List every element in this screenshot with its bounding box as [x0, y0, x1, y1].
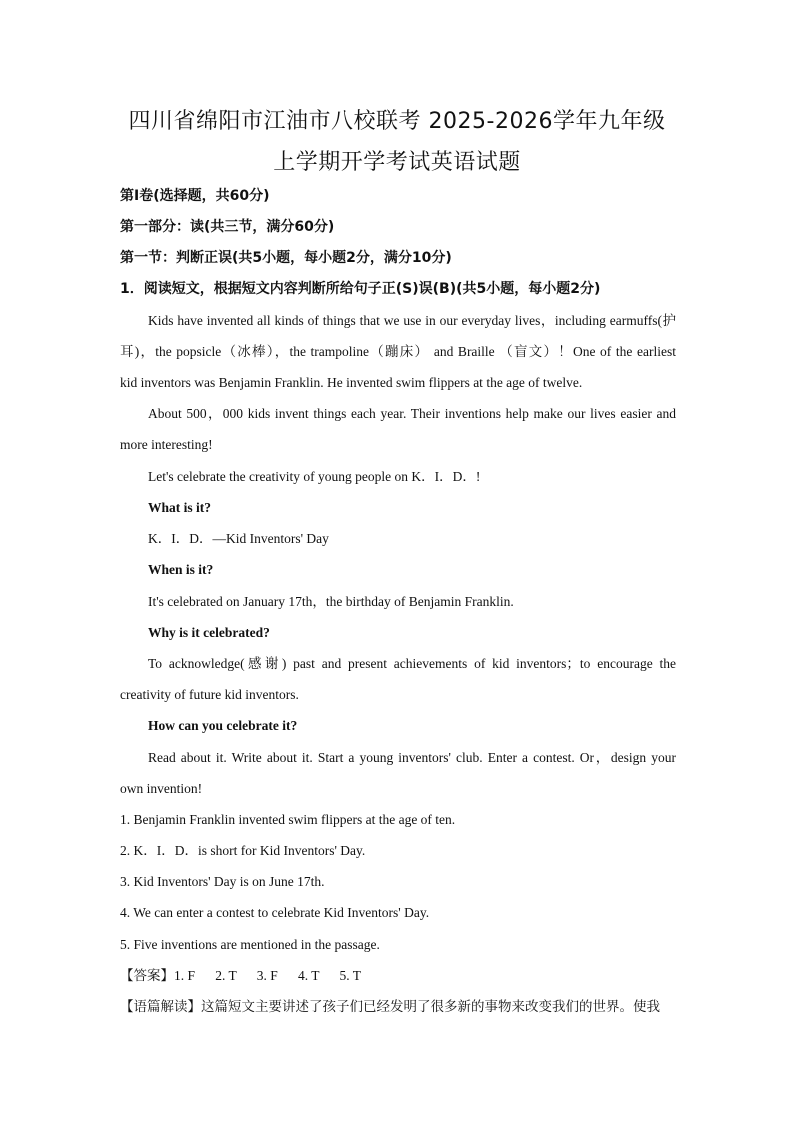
- statement-2: 2. K．I．D．is short for Kid Inventors' Day.: [120, 843, 366, 858]
- passage-analysis: 【语篇解读】这篇短文主要讲述了孩子们已经发明了很多新的事物来改变我们的世界。使我: [120, 999, 660, 1014]
- statement-3: 3. Kid Inventors' Day is on June 17th.: [120, 874, 325, 889]
- passage-p1-line3: kid inventors was Benjamin Franklin. He invented swim flippers at the age of twelve.: [120, 375, 583, 390]
- passage-answer-how-line1: Read about it. Write about it. Start a young inventors' club. Enter a contest. Or，design your: [148, 750, 676, 765]
- passage-answer-what: K．I．D．—Kid Inventors' Day: [148, 531, 329, 546]
- passage-heading-when: When is it?: [148, 562, 214, 577]
- passage-p1-line2: 耳)，the popsicle（冰棒），the trampoline（蹦床） and Braille （盲文）！One of the earliest: [120, 344, 676, 359]
- passage-answer-how-line2: own invention!: [120, 781, 203, 796]
- question-instruction: 1．阅读短文，根据短文内容判断所给句子正(S)误(B)(共5小题，每小题2分): [120, 281, 601, 297]
- answer-key: 【答案】1. F 2. T 3. F 4. T 5. T: [120, 968, 362, 983]
- statement-1: 1. Benjamin Franklin invented swim flippers at the age of ten.: [120, 812, 456, 827]
- section-heading: 第一节：判断正误(共5小题，每小题2分，满分10分): [120, 250, 452, 266]
- part-heading: 第Ⅰ卷(选择题，共60分): [120, 188, 270, 204]
- passage-p2-line1: About 500，000 kids invent things each year. Their inventions help make our lives easier and: [148, 406, 676, 421]
- title-line-2: 上学期开学考试英语试题: [273, 150, 521, 175]
- passage-answer-when: It's celebrated on January 17th，the birthday of Benjamin Franklin.: [148, 594, 514, 609]
- passage-answer-why-line2: creativity of future kid inventors.: [120, 687, 299, 702]
- statement-4: 4. We can enter a contest to celebrate Kid Inventors' Day.: [120, 905, 430, 920]
- statement-5: 5. Five inventions are mentioned in the passage.: [120, 937, 380, 952]
- passage-p2-line2: more interesting!: [120, 437, 213, 452]
- passage-heading-how: How can you celebrate it?: [148, 718, 298, 733]
- title-line-1: 四川省绵阳市江油市八校联考 2025-2026学年九年级: [128, 109, 666, 134]
- passage-heading-why: Why is it celebrated?: [148, 625, 270, 640]
- passage-heading-what: What is it?: [148, 500, 212, 515]
- reading-heading: 第一部分：读(共三节，满分60分): [120, 219, 335, 235]
- passage-p3: Let's celebrate the creativity of young people on K．I．D．!: [148, 469, 481, 484]
- passage-p1-line1: Kids have invented all kinds of things that we use in our everyday lives，including earmuffs(护: [148, 313, 676, 328]
- passage-answer-why-line1: To acknowledge(感谢) past and present achievements of kid inventors；to encourage the: [148, 656, 676, 671]
